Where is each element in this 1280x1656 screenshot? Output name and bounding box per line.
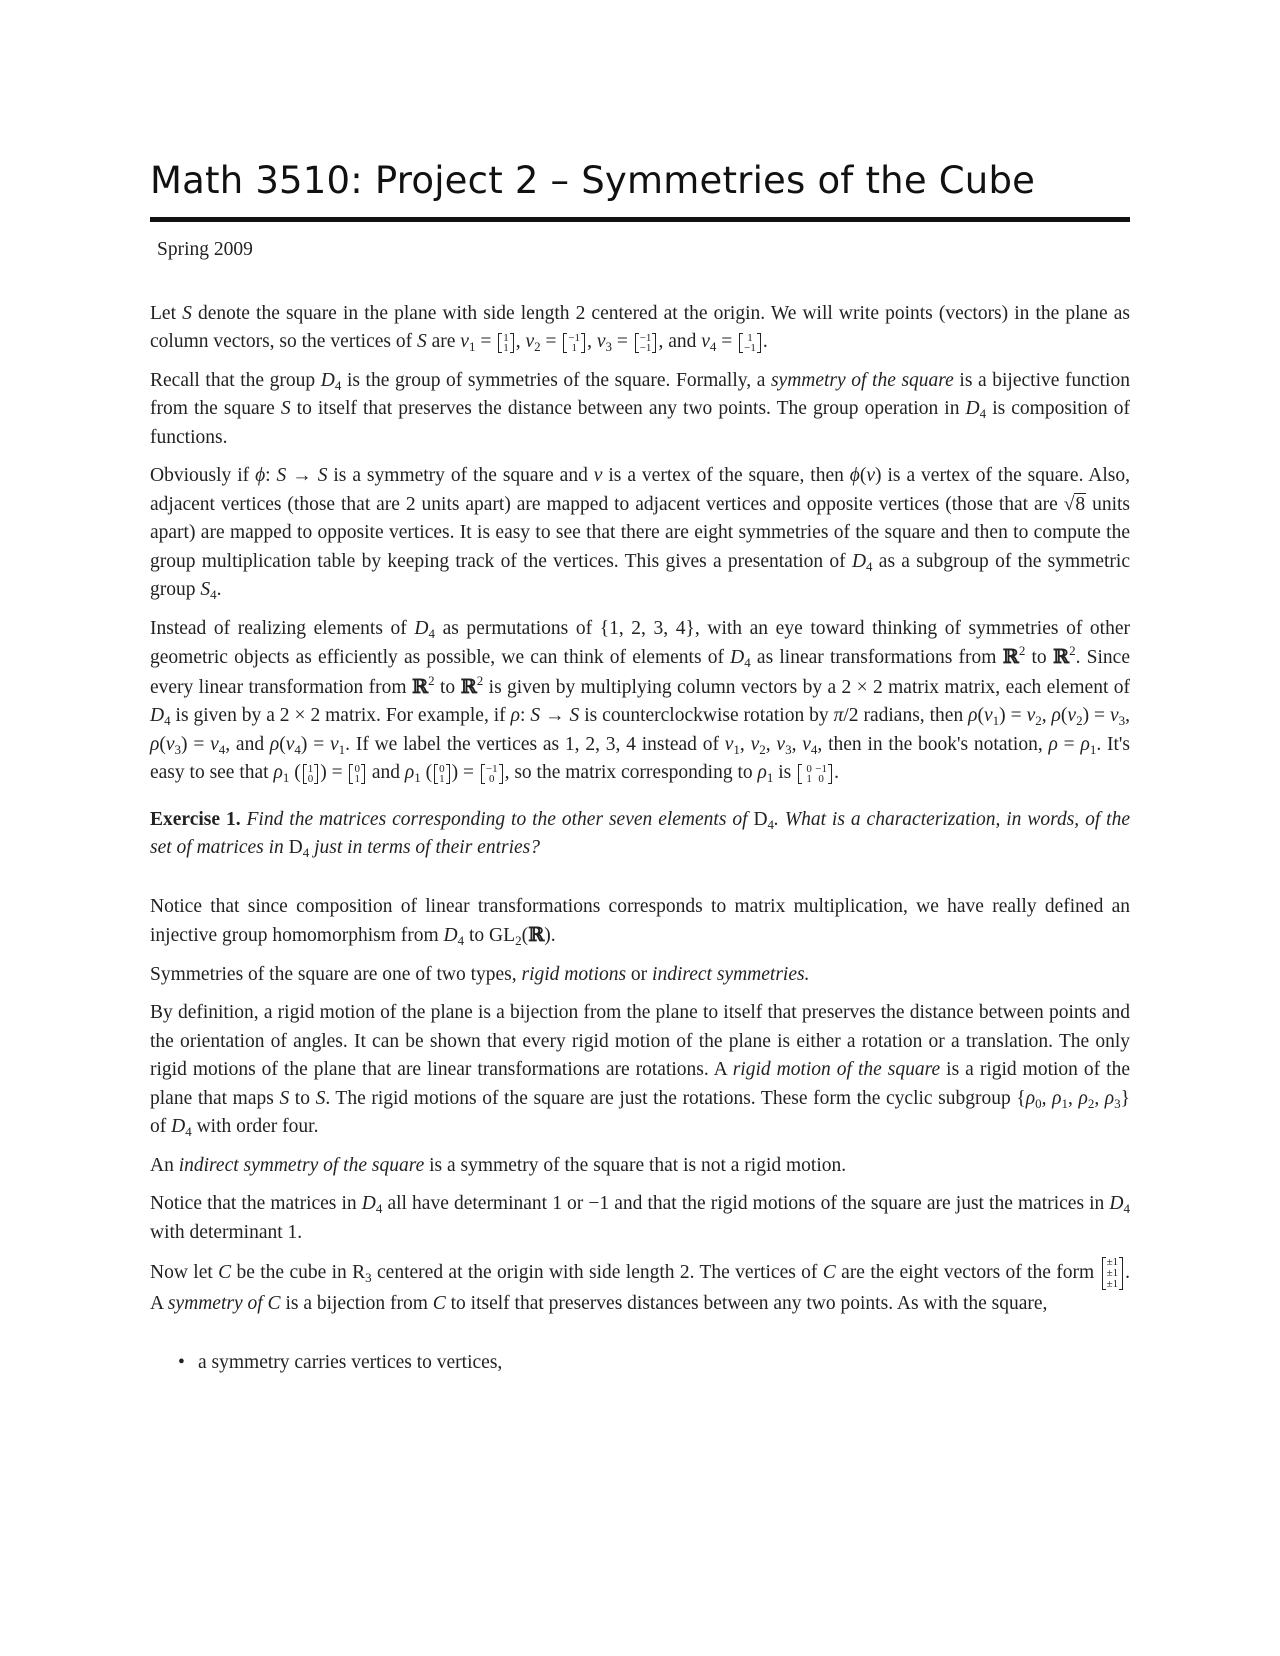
list-item: • a symmetry carries vertices to vertices, bbox=[178, 1349, 1130, 1378]
paragraph-vertices: Obviously if ϕ: S → S is a symmetry of the square and v is a vertex of the square, then ϕ(v) is a vertex of the square. Also, adjacent vertices (those that are 2 units apart) are mapped to adjacent vertices and opposite vertices (those that are √8 units apart) are mapped to opposite vertices. It is easy to see that there are eight symmetries of the square and then to compute the group multiplication table by keeping track of the vertices. This gives a presentation of $D_4$ as a subgroup of the symmetric group $S_4$. bbox=[150, 465, 1131, 602]
vector-v3: −1 −1 bbox=[635, 333, 657, 353]
vector-cube-vertex: ±1 ±1 ±1 bbox=[1102, 1257, 1124, 1290]
exercise-1: Exercise 1. Find the matrices corresponding to the other seven elements of $D_4$. What is a characterization, in words, of the set of matrices in $D_4$ just in terms of their entries? bbox=[150, 808, 1131, 860]
vector-e2: 0 1 bbox=[349, 764, 365, 784]
vector-e1: 1 0 bbox=[303, 764, 319, 784]
paragraph-indirect-symmetry: An indirect symmetry of the square is a symmetry of the square that is not a rigid motion. bbox=[150, 1154, 847, 1176]
sqrt-8: √8 bbox=[1063, 493, 1086, 515]
paragraph-square-definition: Let S denote the square in the plane with side length 2 centered at the origin. We will write points (vectors) in the plane as column vectors, so the vertices of S are $v_1$ = 1 1 , $v_2$ = −1 1 , $v_3$ = −1 −1 , and $v_4$ = 1 −1 . bbox=[150, 302, 1131, 354]
vector-v4: 1 −1 bbox=[739, 333, 761, 353]
vector-v2: −1 1 bbox=[563, 333, 585, 353]
vector-v1: 1 1 bbox=[498, 333, 514, 353]
title-rule bbox=[150, 217, 1130, 222]
document-date: Spring 2009 bbox=[157, 239, 253, 260]
paragraph-determinant: Notice that the matrices in $D_4$ all have determinant 1 or −1 and that the rigid motions of the square are just the matrices in $D_4$ with determinant 1. bbox=[150, 1193, 1130, 1243]
paragraph-cube: Now let C be the cube in $R_3$ centered at the origin with side length 2. The vertices of C are the eight vectors of the form ±1 ±1 ±1 . A symmetry of C is a bijection from C to itself that preserves distances between any two points. As with the square, bbox=[150, 1256, 1130, 1314]
document-page bbox=[150, 158, 1130, 1377]
document-title: Math 3510: Project 2 – Symmetries of the Cube bbox=[150, 159, 1036, 202]
paragraph-homomorphism: Notice that since composition of linear transformations corresponds to matrix multiplication, we have really defined an injective group homomorphism from $D_4$ to $GL_2(ℝ)$. bbox=[150, 895, 1130, 948]
property-list bbox=[150, 1349, 1130, 1378]
paragraph-linear-transformations: Instead of realizing elements of $D_4$ as permutations of {1, 2, 3, 4}, with an eye toward thinking of symmetries of other geometric objects as efficiently as possible, we can think of elements of $D_4$ as linear transformations from ℝ$^2$ to ℝ$^2$. Since every linear transformation from ℝ$^2$ to ℝ$^2$ is given by multiplying column vectors by a 2 × 2 matrix matrix, each element of $D_4$ is given by a 2 × 2 matrix. For example, if ρ: S → S is counterclockwise rotation by π/2 radians, then $\rho(v_1) = v_2$, $\rho(v_2) = v_3$, $\rho(v_3) = v_4$, and $\rho(v_4) = v_1$. If we label the vertices as 1, 2, 3, 4 instead of $v_1$, $v_2$, $v_3$, $v_4$, then in the book's notation, $\rho = \rho_1$. It's easy to see that $\rho_1$ ( 1 0 ) = 0 1 and $\rho_1$ ( 0 1 ) = −1 0 , so the matrix corresponding to $\rho_1$ is 0 −1 1 0 . bbox=[150, 617, 1131, 785]
paragraph-rigid-motion: By definition, a rigid motion of the plane is a bijection from the plane to itself that preserves the distance between points and the orientation of angles. It can be shown that every rigid motion of the plane is either a rotation or a translation. The only rigid motions of the plane that are linear transformations are rotations. A rigid motion of the square is a rigid motion of the plane that maps S to S. The rigid motions of the square are just the rotations. These form the cyclic subgroup {$\rho_0$, $\rho_1$, $\rho_2$, $\rho_3$} of $D_4$ with order four. bbox=[150, 1002, 1131, 1139]
paragraph-group-d4: Recall that the group $D_4$ is the group of symmetries of the square. Formally, a symmetry of the square is a bijective function from the square S to itself that preserves the distance between any two points. The group operation in $D_4$ is composition of functions. bbox=[150, 369, 1130, 448]
vector-e2-arg: 0 1 bbox=[434, 764, 450, 784]
paragraph-two-types: Symmetries of the square are one of two types, rigid motions or indirect symmetries. bbox=[150, 963, 810, 985]
vector-neg-e1: −1 0 bbox=[481, 764, 503, 784]
matrix-rho1: 0 −1 1 0 bbox=[798, 764, 832, 784]
